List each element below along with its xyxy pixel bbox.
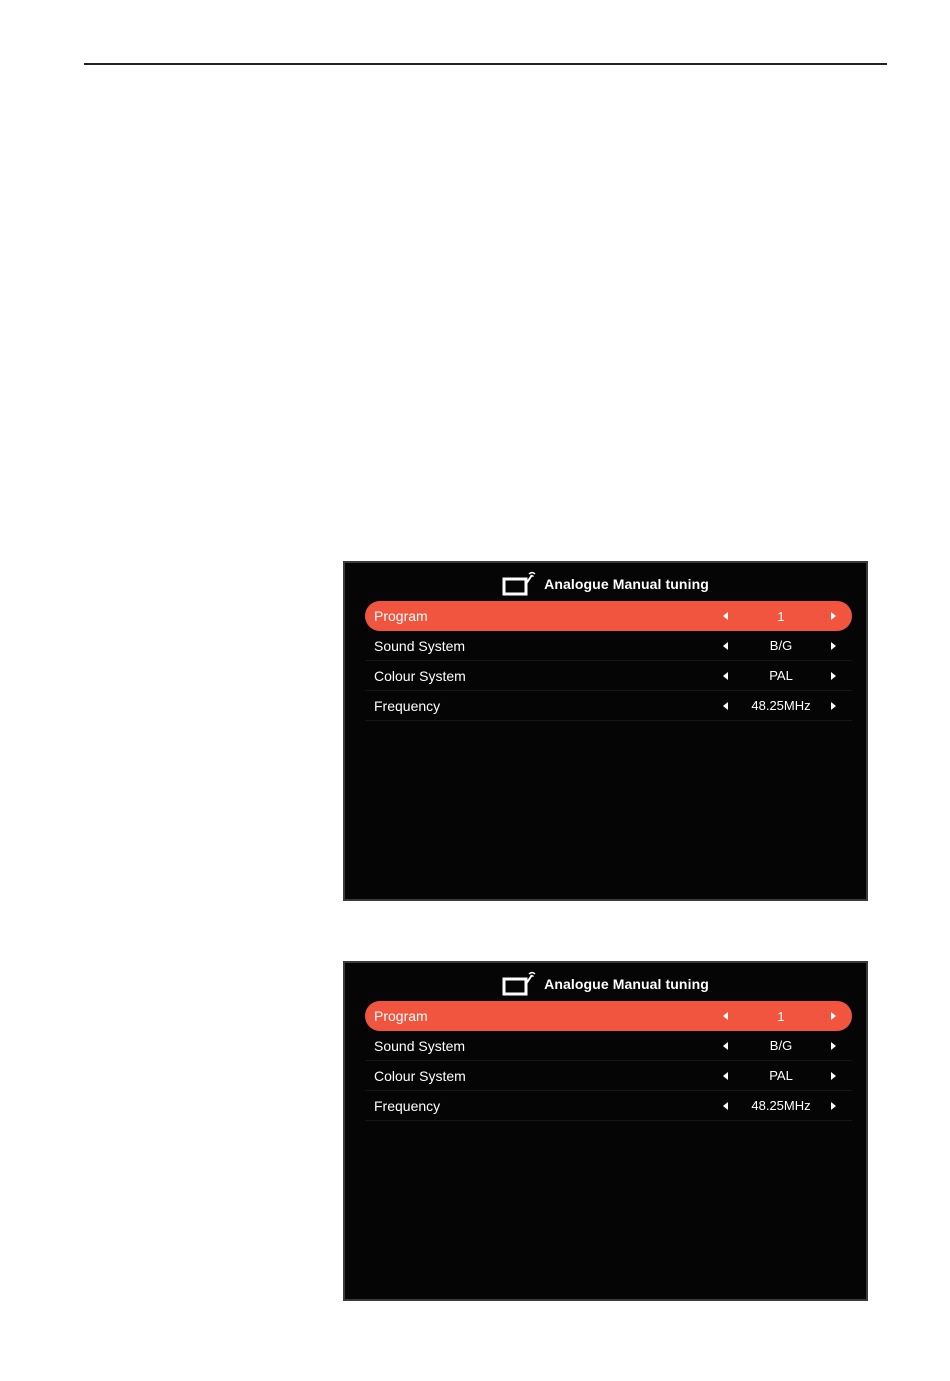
tuning-options-list xyxy=(365,1001,852,1121)
row-label: Program xyxy=(374,608,428,624)
menu-row-frequency[interactable] xyxy=(365,1091,852,1121)
menu-row-sound-system[interactable] xyxy=(365,631,852,661)
menu-row-program[interactable] xyxy=(365,601,852,631)
row-label: Sound System xyxy=(374,637,466,654)
arrow-right-icon[interactable] xyxy=(831,1042,836,1050)
row-value: B/G xyxy=(769,638,793,653)
arrow-left-icon[interactable] xyxy=(723,672,728,680)
menu-title: Analogue Manual tuning xyxy=(544,576,709,592)
tuning-options-list xyxy=(365,601,852,721)
row-value: 1 xyxy=(777,608,785,624)
arrow-right-icon[interactable] xyxy=(831,1102,836,1110)
row-label: Frequency xyxy=(374,1097,441,1114)
menu-row-sound-system[interactable] xyxy=(365,1031,852,1061)
row-label: Frequency xyxy=(374,697,441,714)
arrow-left-icon[interactable] xyxy=(723,642,728,650)
menu-row-colour-system[interactable] xyxy=(365,661,852,691)
menu-row-program[interactable] xyxy=(365,1001,852,1031)
tv-antenna-icon xyxy=(502,571,536,597)
row-label: Program xyxy=(374,1008,428,1024)
arrow-left-icon[interactable] xyxy=(723,1012,728,1020)
arrow-right-icon[interactable] xyxy=(831,612,836,620)
row-value: PAL xyxy=(769,668,793,683)
tv-antenna-icon xyxy=(502,971,536,997)
row-value: B/G xyxy=(769,1038,793,1053)
menu-title: Analogue Manual tuning xyxy=(544,976,709,992)
row-value: 1 xyxy=(777,1008,785,1024)
analogue-manual-tuning-menu xyxy=(343,561,868,901)
menu-row-frequency[interactable] xyxy=(365,691,852,721)
arrow-left-icon[interactable] xyxy=(723,612,728,620)
arrow-left-icon[interactable] xyxy=(723,1072,728,1080)
row-value: PAL xyxy=(769,1068,793,1083)
menu-row-colour-system[interactable] xyxy=(365,1061,852,1091)
menu-header xyxy=(345,567,866,601)
row-label: Sound System xyxy=(374,1037,466,1054)
arrow-right-icon[interactable] xyxy=(831,702,836,710)
arrow-right-icon[interactable] xyxy=(831,1012,836,1020)
arrow-right-icon[interactable] xyxy=(831,1072,836,1080)
top-divider xyxy=(84,63,887,65)
arrow-left-icon[interactable] xyxy=(723,1102,728,1110)
arrow-right-icon[interactable] xyxy=(831,672,836,680)
arrow-left-icon[interactable] xyxy=(723,702,728,710)
row-label: Colour System xyxy=(374,667,466,684)
arrow-right-icon[interactable] xyxy=(831,642,836,650)
arrow-left-icon[interactable] xyxy=(723,1042,728,1050)
menu-header xyxy=(345,967,866,1001)
row-value: 48.25MHz xyxy=(751,1098,811,1113)
row-value: 48.25MHz xyxy=(751,698,811,713)
row-label: Colour System xyxy=(374,1067,466,1084)
analogue-manual-tuning-menu xyxy=(343,961,868,1301)
